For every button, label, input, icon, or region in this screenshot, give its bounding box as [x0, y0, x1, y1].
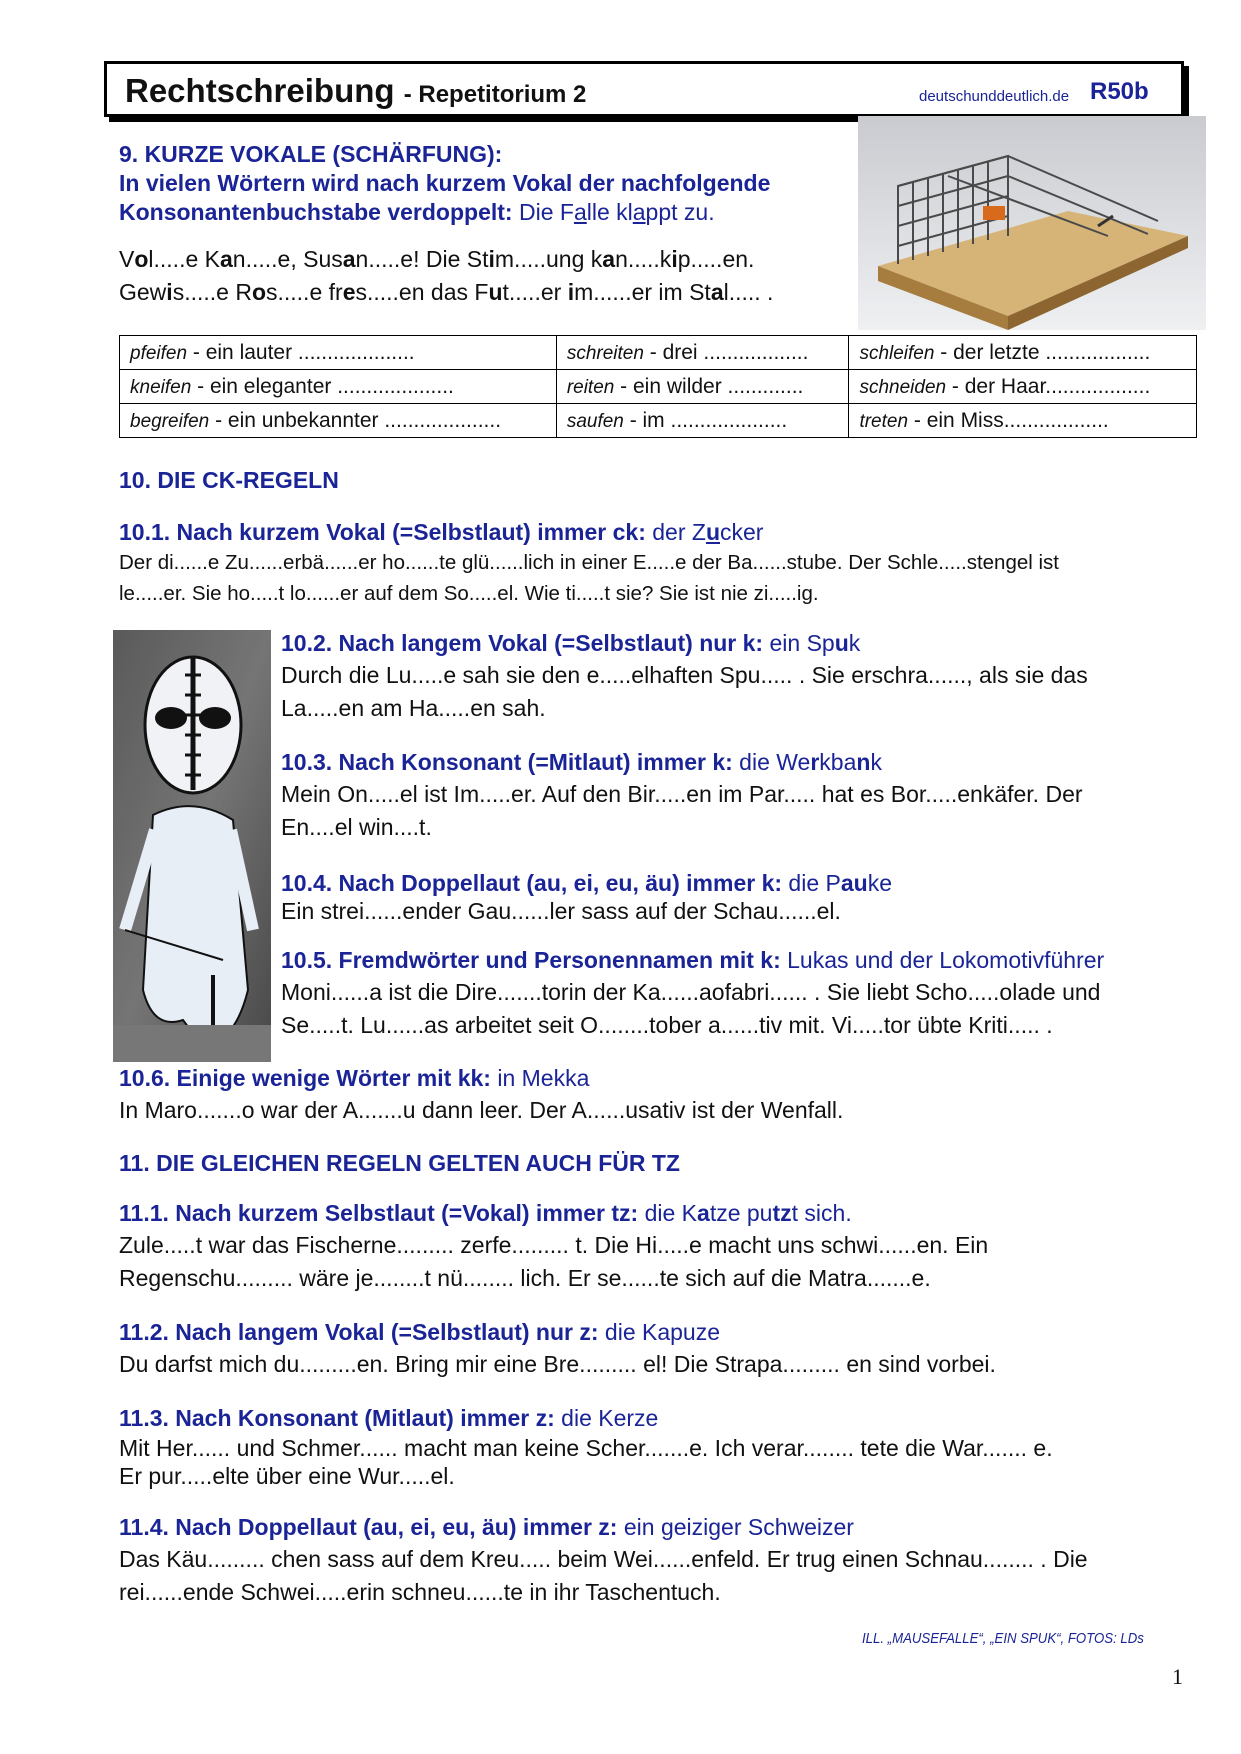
table-cell: reiten - ein wilder ............. — [556, 370, 849, 404]
rule-11-2: 11.2. Nach langem Vokal (=Selbstlaut) nur z: die Kapuze Du darfst mich du.........en. Bring mir eine Bre......... el! Die Strapa......... en sind vorbei. — [119, 1319, 996, 1377]
rule-11-3: 11.3. Nach Konsonant (Mitlaut) immer z: die Kerze Mit Her...... und Schmer...... macht man keine Scher.......e. Ich verar........ tete die War....... e. Er pur.....elte über eine Wur.....el. — [119, 1405, 1053, 1489]
worksheet-code: R50b — [1090, 78, 1149, 105]
page-number: 1 — [1172, 1664, 1183, 1689]
ghost-graffiti-photo — [113, 630, 271, 1062]
rule-10-5: 10.5. Fremdwörter und Personennamen mit k: Lukas und der Lokomotivführer Moni......a ist die Dire.......torin der Ka......aofabri...... . Sie liebt Scho.....olade und Se.....t. Lu......as arbeitet seit O........tober a......tiv mit. Vi.....tor übte Kriti..... . — [281, 947, 1105, 1038]
section9-exercise — [119, 243, 773, 309]
rule-11-4: 11.4. Nach Doppellaut (au, ei, eu, äu) immer z: ein geiziger Schweizer Das Käu......... chen sass auf dem Kreu..... beim Wei......enfeld. Er trug einen Schnau........ . Die rei......ende Schwei.....erin schneu......te in ihr Taschentuch. — [119, 1514, 1088, 1605]
rule-10-2: 10.2. Nach langem Vokal (=Selbstlaut) nur k: ein Spuk Durch die Lu.....e sah sie den e.....elhaften Spu..... . Sie erschra......, als sie das La.....en am Ha.....en sah. — [281, 630, 1088, 721]
rule-10-4: 10.4. Nach Doppellaut (au, ei, eu, äu) immer k: die Pauke Ein strei......ender Gau......ler sass auf der Schau......el. — [281, 870, 892, 924]
table-row — [120, 370, 1197, 404]
page-title: Rechtschreibung - Repetitorium 2 — [125, 72, 587, 109]
section9-heading: 9. KURZE VOKALE (SCHÄRFUNG): In vielen Wörtern wird nach kurzem Vokal der nachfolgende Konsonantenbuchstabe verdoppelt: Die Falle klappt zu. — [119, 141, 771, 225]
table-cell: begreifen - ein unbekannter .................... — [120, 404, 557, 438]
photo-credit: ILL. „MAUSEFALLE“, „EIN SPUK“, FOTOS: LDs — [862, 1630, 1144, 1647]
table-row — [120, 336, 1197, 370]
rule-10-3: 10.3. Nach Konsonant (=Mitlaut) immer k: die Werkbank Mein On.....el ist Im.....er. Auf den Bir.....en im Par..... hat es Bor.....enkäfer. Der En....el win....t. — [281, 749, 1083, 840]
table-cell: schneiden - der Haar.................. — [849, 370, 1197, 404]
page-subtitle: - Repetitorium 2 — [403, 81, 587, 108]
verb-table — [119, 335, 1197, 438]
table-cell: saufen - im .................... — [556, 404, 849, 438]
exercise-line: Vol.....e Kan.....e, Susan.....e! Die Stim.....ung kan.....kip.....en. — [119, 246, 755, 272]
table-cell: schreiten - drei .................. — [556, 336, 849, 370]
section11-heading: 11. DIE GLEICHEN REGELN GELTEN AUCH FÜR TZ — [119, 1150, 680, 1176]
table-row — [120, 404, 1197, 438]
table-cell: treten - ein Miss.................. — [849, 404, 1197, 438]
mousetrap-photo — [858, 116, 1206, 330]
title-box — [104, 61, 1184, 117]
exercise-line: Gewis.....e Ros.....e fres.....en das Fut.....er im......er im Stal..... . — [119, 279, 774, 305]
table-cell: schleifen - der letzte .................. — [849, 336, 1197, 370]
section10-heading: 10. DIE CK-REGELN — [119, 467, 339, 493]
site-name: deutschunddeutlich.de — [919, 88, 1070, 105]
rule-10-1: 10.1. Nach kurzem Vokal (=Selbstlaut) immer ck: der Zucker Der di......e Zu......erbä......er ho......te glü......lich in einer E.....e der Ba......stube. Der Schle.....stengel ist le.....er. Sie ho.....t lo......er auf dem So.....el. Wie ti.....t sie? Sie ist nie zi.....ig. — [119, 519, 1060, 605]
rule-10-6: 10.6. Einige wenige Wörter mit kk: in Mekka In Maro.......o war der A.......u dann leer. Der A......usativ ist der Wenfall. — [119, 1065, 844, 1123]
table-cell: kneifen - ein eleganter .................... — [120, 370, 557, 404]
rule-11-1: 11.1. Nach kurzem Selbstlaut (=Vokal) immer tz: die Katze putzt sich. Zule.....t war das Fischerne......... zerfe......... t. Die Hi.....e macht uns schwi......en. Ein Regenschu......... wäre je........t nü........ lich. Er se......te sich auf die Matra.......e. — [119, 1200, 989, 1291]
table-cell: pfeifen - ein lauter .................... — [120, 336, 557, 370]
